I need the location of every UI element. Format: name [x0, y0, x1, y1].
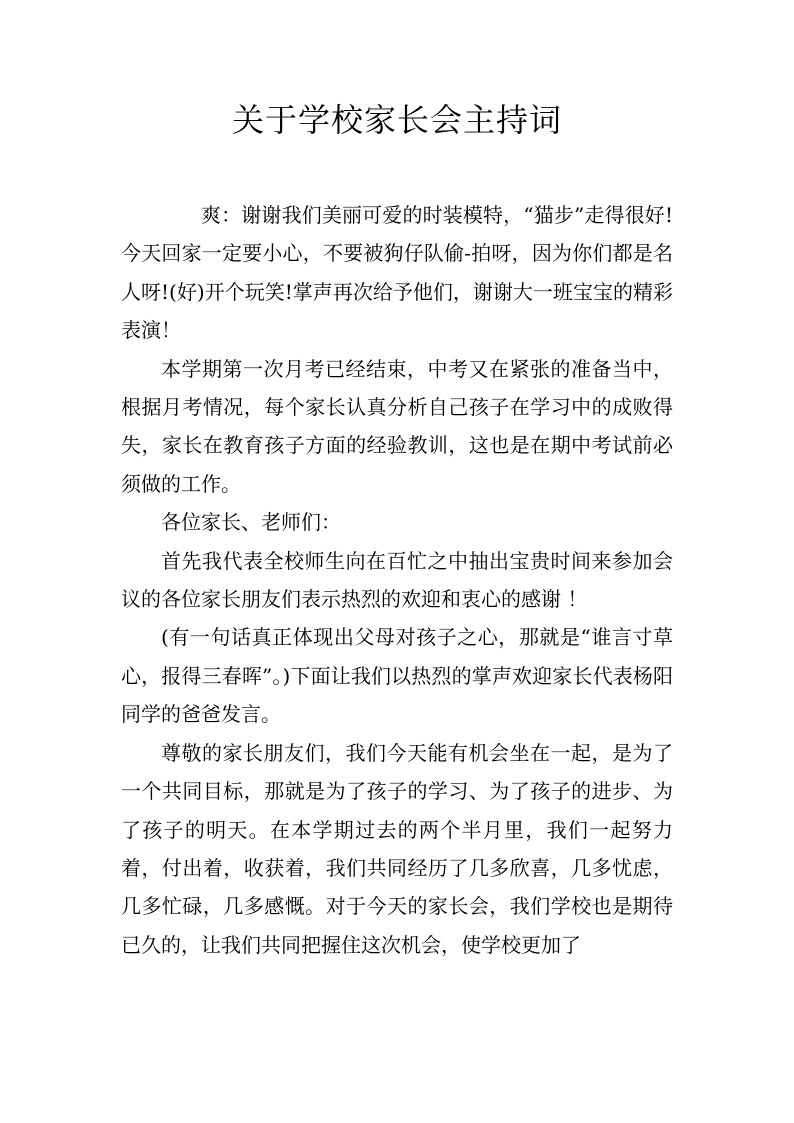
paragraph-host-remarks: 爽：谢谢我们美丽可爱的时装模特，“猫步”走得很好!今天回家一定要小心，不要被狗仔队偷-拍呀，因为你们都是名人呀!(好)开个玩笑!掌声再次给予他们，谢谢大一班宝宝的精彩表演！	[121, 203, 673, 343]
paragraph-monthly-exam: 本学期第一次月考已经结束，中考又在紧张的准备当中，根据月考情况，每个家长认真分析自己孩子在学习中的成败得失，家长在教育孩子方面的经验教训，这也是在期中考试前必须做的工作。	[121, 356, 673, 496]
paragraph-common-goal: 尊敬的家长朋友们，我们今天能有机会坐在一起，是为了一个共同目标，那就是为了孩子的学习、为了孩子的进步、为了孩子的明天。在本学期过去的两个半月里，我们一起努力着，付出着，收获着，我们共同经历了几多欣喜，几多忧虑，几多忙碌，几多感慨。对于今天的家长会，我们学校也是期待已久的，让我们共同把握住这次机会，使学校更加了	[121, 740, 673, 957]
paragraph-greeting: 各位家长、老师们：	[161, 510, 341, 535]
paragraph-parent-speech-intro: (有一句话真正体现出父母对孩子之心，那就是“谁言寸草心，报得三春晖”。)下面让我们以热烈的掌声欢迎家长代表杨阳同学的爸爸发言。	[121, 625, 673, 727]
document-body	[121, 196, 673, 964]
paragraph-welcome: 首先我代表全校师生向在百忙之中抽出宝贵时间来参加会议的各位家长朋友们表示热烈的欢迎和衷心的感谢 ！	[121, 548, 673, 612]
document-title: 关于学校家长会主持词	[231, 101, 562, 139]
